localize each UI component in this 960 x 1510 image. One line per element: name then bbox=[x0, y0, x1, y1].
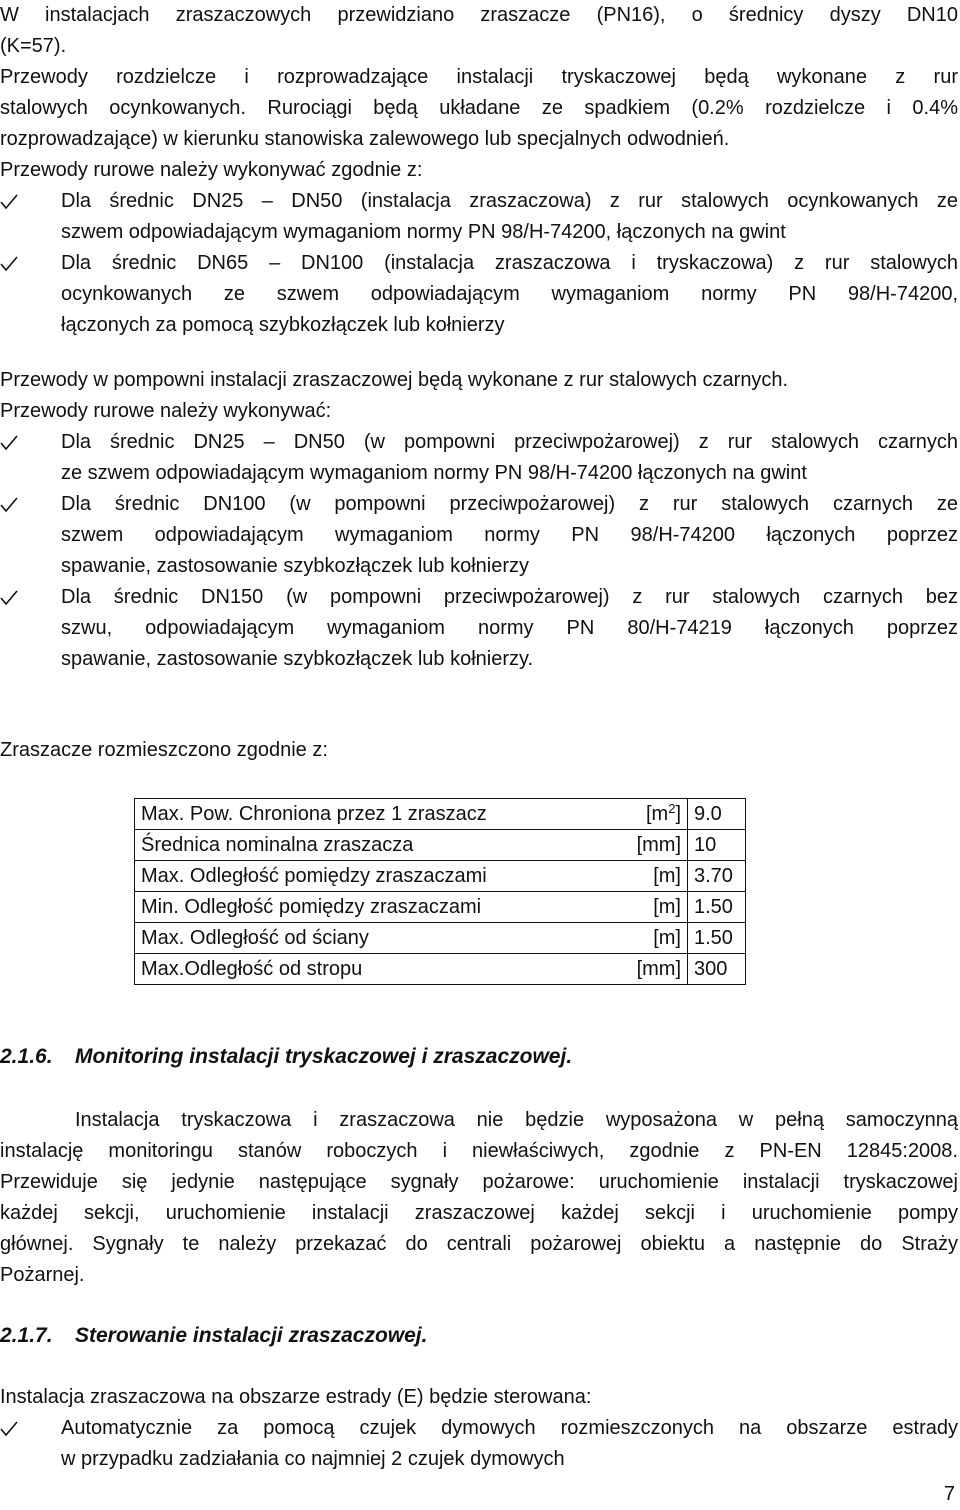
table-cell-label bbox=[135, 799, 688, 830]
table-cell-value: 1.50 bbox=[688, 923, 746, 954]
section-title: Sterowanie instalacji zraszaczowej. bbox=[75, 1324, 428, 1347]
intro-line: (K=57). bbox=[0, 35, 67, 57]
list-item-line: łączonych za pomocą szybkozłączek lub kołnierzy bbox=[61, 314, 505, 336]
table-cell-label bbox=[135, 892, 688, 923]
list-item bbox=[0, 186, 958, 248]
section-title: Monitoring instalacji tryskaczowej i zraszaczowej. bbox=[75, 1045, 573, 1068]
intro-line: stalowych ocynkowanych. Rurociągi będą układane ze spadkiem (0.2% rozdzielcze i 0.4% bbox=[0, 97, 958, 119]
section-number: 2.1.7. bbox=[0, 1324, 53, 1347]
table-intro bbox=[0, 735, 958, 766]
list-item-line: szwem odpowiadającym wymaganiom normy PN 98/H-74200 łączonych poprzez bbox=[61, 524, 958, 546]
row-unit: [mm] bbox=[636, 958, 681, 980]
checkmark-icon bbox=[0, 427, 22, 458]
paragraph-line: instalację monitoringu stanów roboczych i niewłaściwych, zgodnie z PN-EN 12845:2008. bbox=[0, 1140, 958, 1162]
table-cell-value: 3.70 bbox=[688, 861, 746, 892]
table-cell-label bbox=[135, 923, 688, 954]
row-unit bbox=[646, 799, 681, 829]
list-item bbox=[0, 427, 958, 489]
list-item-line: spawanie, zastosowanie szybkozłączek lub kołnierzy bbox=[61, 555, 530, 577]
table-intro-text: Zraszacze rozmieszczono zgodnie z: bbox=[0, 739, 328, 761]
row-unit: [m] bbox=[653, 927, 681, 949]
paragraph-line: głównej. Sygnały te należy przekazać do centrali pożarowej obiektu a następnie do Straży bbox=[0, 1233, 958, 1255]
table-row bbox=[135, 954, 746, 985]
list-item bbox=[0, 582, 958, 675]
row-unit: [mm] bbox=[636, 834, 681, 856]
unit-close: ] bbox=[675, 803, 681, 825]
list-item-line: Dla średnic DN25 – DN50 (w pompowni przeciwpożarowej) z rur stalowych czarnych bbox=[61, 431, 958, 453]
pump-room-paragraph bbox=[0, 365, 958, 427]
paragraph-line: każdej sekcji, uruchomienie instalacji zraszaczowej każdej sekcji i uruchomienie pompy bbox=[0, 1202, 958, 1224]
unit-text: [m bbox=[645, 803, 669, 825]
list-item-line: Dla średnic DN25 – DN50 (instalacja zraszaczowa) z rur stalowych ocynkowanych ze bbox=[61, 190, 958, 212]
list-item-line: Dla średnic DN100 (w pompowni przeciwpożarowej) z rur stalowych czarnych ze bbox=[61, 493, 958, 515]
list-item-line: ze szwem odpowiadającym wymaganiom normy PN 98/H-74200 łączonych na gwint bbox=[61, 462, 807, 484]
pump-pipe-requirements-list bbox=[0, 427, 958, 675]
intro-line: Przewody rurowe należy wykonywać zgodnie z: bbox=[0, 159, 423, 181]
list-item bbox=[0, 489, 958, 582]
sprinkler-spacing-table bbox=[134, 798, 746, 985]
table-row bbox=[135, 799, 746, 830]
paragraph-line: Przewiduje się jedynie następujące sygnały pożarowe: uruchomienie instalacji tryskaczowej bbox=[0, 1171, 958, 1193]
table-row bbox=[135, 861, 746, 892]
intro-paragraph bbox=[0, 0, 958, 186]
control-list bbox=[0, 1413, 958, 1475]
row-unit: [m] bbox=[653, 896, 681, 918]
intro-line: Przewody rozdzielcze i rozprowadzające instalacji tryskaczowej będą wykonane z rur bbox=[0, 66, 958, 88]
row-label: Min. Odległość pomiędzy zraszaczami bbox=[141, 896, 482, 918]
list-item-line: spawanie, zastosowanie szybkozłączek lub kołnierzy. bbox=[61, 648, 534, 670]
pump-line: Przewody w pompowni instalacji zraszaczowej będą wykonane z rur stalowych czarnych. bbox=[0, 369, 789, 391]
pipe-requirements-list bbox=[0, 186, 958, 341]
control-intro bbox=[0, 1382, 958, 1413]
row-unit: [m] bbox=[653, 865, 681, 887]
section-heading bbox=[0, 1041, 572, 1072]
checkmark-icon bbox=[0, 489, 22, 520]
row-label: Max. Pow. Chroniona przez 1 zraszacz bbox=[141, 803, 487, 825]
row-label: Średnica nominalna zraszacza bbox=[141, 834, 414, 856]
table-cell-value: 9.0 bbox=[688, 799, 746, 830]
table-cell-label bbox=[135, 954, 688, 985]
table-cell-value: 300 bbox=[688, 954, 746, 985]
pump-line: Przewody rurowe należy wykonywać: bbox=[0, 400, 332, 422]
checkmark-icon bbox=[0, 186, 22, 217]
paragraph-line: Pożarnej. bbox=[0, 1264, 85, 1286]
list-item-line: szwem odpowiadającym wymaganiom normy PN 98/H-74200, łączonych na gwint bbox=[61, 221, 786, 243]
section-heading bbox=[0, 1320, 427, 1351]
row-label: Max. Odległość pomiędzy zraszaczami bbox=[141, 865, 487, 887]
table-row bbox=[135, 923, 746, 954]
list-item-line: w przypadku zadziałania co najmniej 2 czujek dymowych bbox=[61, 1448, 565, 1470]
list-item-line: Automatycznie za pomocą czujek dymowych rozmieszczonych na obszarze estrady bbox=[61, 1417, 958, 1439]
checkmark-icon bbox=[0, 248, 22, 279]
list-item bbox=[0, 1413, 958, 1475]
table-row bbox=[135, 830, 746, 861]
list-item-line: Dla średnic DN150 (w pompowni przeciwpożarowej) z rur stalowych czarnych bez bbox=[61, 586, 958, 608]
list-item-line: ocynkowanych ze szwem odpowiadającym wymaganiom normy PN 98/H-74200, bbox=[61, 283, 958, 305]
monitoring-paragraph bbox=[0, 1105, 958, 1291]
intro-line: W instalacjach zraszaczowych przewidziano zraszacze (PN16), o średnicy dyszy DN10 bbox=[0, 4, 958, 26]
table-cell-value: 1.50 bbox=[688, 892, 746, 923]
checkmark-icon bbox=[0, 582, 22, 613]
unit-superscript: 2 bbox=[668, 801, 676, 816]
paragraph-line: Instalacja tryskaczowa i zraszaczowa nie będzie wyposażona w pełną samoczynną bbox=[75, 1109, 958, 1131]
row-label: Max. Odległość od ściany bbox=[141, 927, 369, 949]
table-cell-label bbox=[135, 830, 688, 861]
checkmark-icon bbox=[0, 1413, 22, 1444]
list-item bbox=[0, 248, 958, 341]
list-item-line: Dla średnic DN65 – DN100 (instalacja zraszaczowa i tryskaczowa) z rur stalowych bbox=[61, 252, 958, 274]
page-number: 7 bbox=[943, 1483, 955, 1505]
table-cell-label bbox=[135, 861, 688, 892]
row-label: Max.Odległość od stropu bbox=[141, 958, 363, 980]
list-item-line: szwu, odpowiadającym wymaganiom normy PN 80/H-74219 łączonych poprzez bbox=[61, 617, 958, 639]
table-cell-value: 10 bbox=[688, 830, 746, 861]
section-number: 2.1.6. bbox=[0, 1045, 53, 1068]
table-row bbox=[135, 892, 746, 923]
control-intro-text: Instalacja zraszaczowa na obszarze estrady (E) będzie sterowana: bbox=[0, 1386, 592, 1408]
intro-line: rozprowadzające) w kierunku stanowiska zalewowego lub specjalnych odwodnień. bbox=[0, 128, 730, 150]
